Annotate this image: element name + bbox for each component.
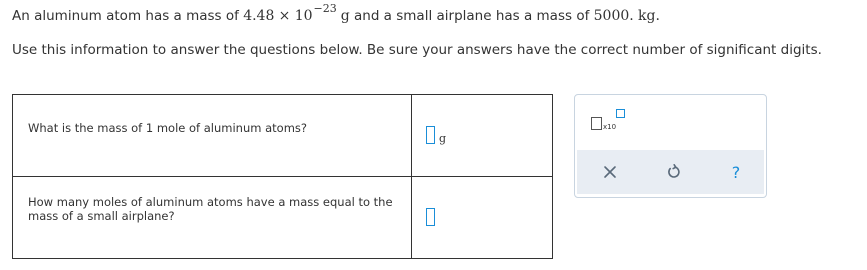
row-divider	[13, 176, 552, 177]
statement-start: An aluminum atom has a mass of	[12, 8, 244, 24]
exponent-placeholder	[616, 109, 625, 118]
x10-label: x10	[603, 123, 617, 131]
help-label: ?	[731, 162, 741, 182]
help-button[interactable]	[724, 160, 748, 184]
answer-1-input[interactable]	[426, 126, 435, 144]
undo-icon	[666, 164, 682, 180]
statement-middle: and a small airplane has a mass of	[349, 8, 594, 24]
airplane-mass-unit: kg	[638, 8, 656, 24]
answer-2-input[interactable]	[426, 208, 435, 226]
atom-mass-exponent: −23	[313, 2, 337, 15]
atom-mass-unit: g	[340, 8, 350, 24]
clear-button[interactable]	[598, 160, 622, 184]
base-ten: 10	[294, 8, 313, 24]
mantissa-placeholder	[591, 117, 602, 130]
question-1-text: What is the mass of 1 mole of aluminum atoms?	[28, 121, 307, 135]
problem-statement	[12, 2, 660, 24]
atom-mass-mantissa: 4.48	[243, 8, 275, 24]
tools-toolbar	[577, 150, 764, 194]
statement-end: .	[655, 8, 660, 24]
times-sign: ×	[278, 8, 291, 24]
scientific-notation-button[interactable]	[591, 109, 631, 133]
undo-button[interactable]	[662, 160, 686, 184]
question-2-text: How many moles of aluminum atoms have a mass equal to the mass of a small airplane?	[28, 195, 393, 223]
math-tools-panel	[574, 94, 767, 198]
column-divider	[411, 95, 412, 258]
close-icon	[603, 165, 617, 179]
answer-1-unit: g	[439, 132, 447, 145]
instructions: Use this information to answer the questions below. Be sure your answers have the correct number of significant digits.	[12, 42, 822, 58]
airplane-mass: 5000.	[593, 8, 634, 24]
questions-table	[12, 94, 553, 259]
